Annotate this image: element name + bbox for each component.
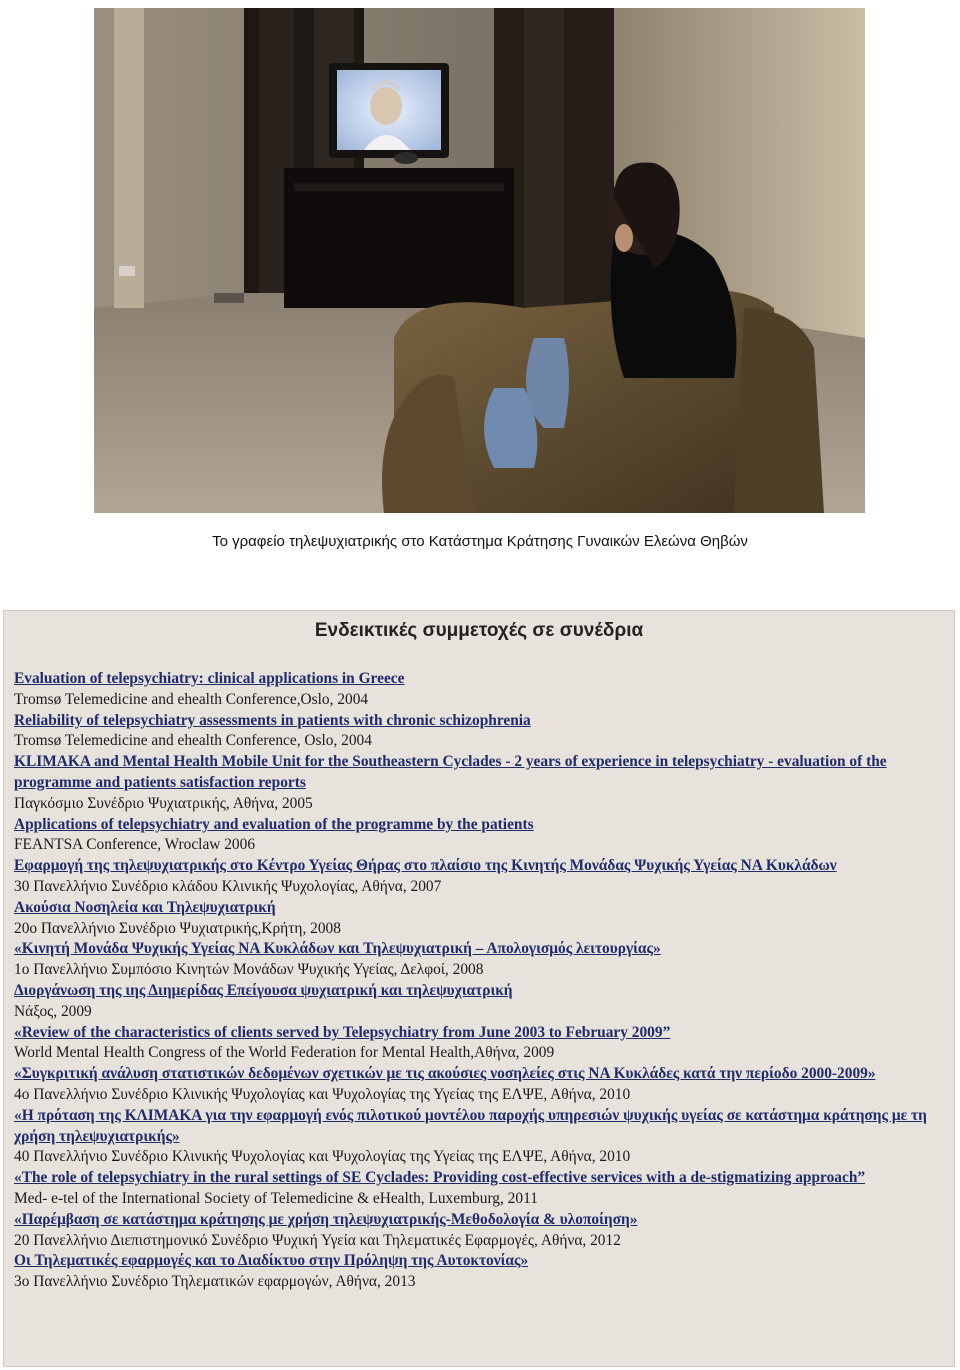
entry-venue: 30 Πανελλήνιο Συνέδριο κλάδου Κλινικής Ψυχολογίας, Αθήνα, 2007 bbox=[14, 877, 442, 895]
entry-venue: 40 Πανελλήνιο Συνέδριο Κλινικής Ψυχολογίας και Ψυχολογίας της Υγείας της ΕΛΨΕ, Αθήνα, 2010 bbox=[14, 1148, 631, 1166]
entry-title: «Review of the characteristics of clients served by Telepsychiatry from June 2003 to February 2009” bbox=[14, 1023, 671, 1041]
section-title: Ενδεικτικές συμμετοχές σε συνέδρια bbox=[314, 620, 644, 641]
list-item bbox=[14, 1210, 944, 1252]
entry-venue: Tromsø Telemedicine and ehealth Conference,Oslo, 2004 bbox=[14, 690, 369, 708]
entry-venue: Med- e-tel of the International Society of Telemedicine & eHealth, Luxemburg, 2011 bbox=[14, 1189, 538, 1207]
list-item bbox=[14, 939, 944, 981]
entry-title: «Κινητή Μονάδα Ψυχικής Υγείας ΝΑ Κυκλάδων και Τηλεψυχιατρική – Απολογισμός λειτουργίας» bbox=[14, 940, 661, 958]
photo-caption: Το γραφείο τηλεψυχιατρικής στο Κατάστημα Κράτησης Γυναικών Ελεώνα Θηβών bbox=[212, 533, 748, 550]
conference-participation-panel bbox=[3, 610, 955, 1367]
entry-title: «The role of telepsychiatry in the rural settings of SE Cyclades: Providing cost-effective services with a de-stigmatizing approach” bbox=[14, 1169, 866, 1187]
entry-title: «Η πρόταση της ΚΛΙΜΑΚΑ για την εφαρμογή ενός πιλοτικού μοντέλου παροχής υπηρεσιών ψυχικής υγείας σε κατάστημα κράτησης με τη χρήση τηλεψυχιατρικής» bbox=[14, 1106, 927, 1145]
list-item bbox=[14, 711, 944, 753]
entry-title: Reliability of telepsychiatry assessments in patients with chronic schizophrenia bbox=[14, 711, 531, 729]
entry-title: Εφαρμογή της τηλεψυχιατρικής στο Κέντρο Υγείας Θήρας στο πλαίσιο της Κινητής Μονάδας Ψυχικής Υγείας ΝΑ Κυκλάδων bbox=[14, 857, 837, 875]
entry-venue: Tromsø Telemedicine and ehealth Conference, Oslo, 2004 bbox=[14, 732, 372, 750]
entry-title: Applications of telepsychiatry and evaluation of the programme by the patients bbox=[14, 815, 534, 833]
photo-telepsychiatry-room bbox=[94, 8, 865, 513]
list-item bbox=[14, 752, 944, 814]
list-item bbox=[14, 1023, 944, 1065]
entry-venue: 1ο Πανελλήνιο Συμπόσιο Κινητών Μονάδων Ψυχικής Υγείας, Δελφοί, 2008 bbox=[14, 961, 484, 979]
entry-venue: 20 Πανελλήνιο Διεπιστημονικό Συνέδριο Ψυχική Υγεία και Τηλεματικές Εφαρμογές, Αθήνα, 2012 bbox=[14, 1231, 621, 1249]
list-item bbox=[14, 1106, 944, 1168]
entry-title: Οι Τηλεματικές εφαρμογές και το Διαδίκτυο στην Πρόληψη της Αυτοκτονίας» bbox=[14, 1252, 529, 1270]
entry-venue: 4ο Πανελλήνιο Συνέδριο Κλινικής Ψυχολογίας και Ψυχολογίας της Υγείας της ΕΛΨΕ, Αθήνα, 2010 bbox=[14, 1085, 631, 1103]
entry-venue: World Mental Health Congress of the World Federation for Mental Health,Αθήνα, 2009 bbox=[14, 1044, 555, 1062]
list-item bbox=[14, 856, 944, 898]
list-item bbox=[14, 1064, 944, 1106]
list-item bbox=[14, 815, 944, 857]
entry-title: «Συγκριτική ανάλυση στατιστικών δεδομένων σχετικών με τις ακούσιες νοσηλείες στις ΝΑ Κυκλάδες κατά την περίοδο 2000-2009» bbox=[14, 1065, 876, 1083]
entry-title: KLIMAKA and Mental Health Mobile Unit for the Southeastern Cyclades - 2 years of experience in telepsychiatry - evaluation of the programme and patients satisfaction reports bbox=[14, 753, 887, 791]
entry-title: «Παρέμβαση σε κατάστημα κράτησης με χρήση τηλεψυχιατρικής-Μεθοδολογία & υλοποίηση» bbox=[14, 1210, 638, 1228]
list-item bbox=[14, 669, 944, 711]
entry-title: Διοργάνωση της ιης Διημερίδας Επείγουσα ψυχιατρική και τηλεψυχιατρική bbox=[14, 981, 513, 999]
list-item bbox=[14, 1251, 944, 1293]
entry-venue: 3ο Πανελλήνιο Συνέδριο Τηλεματικών εφαρμογών, Αθήνα, 2013 bbox=[14, 1273, 416, 1291]
entry-venue: Παγκόσμιο Συνέδριο Ψυχιατρικής, Αθήνα, 2005 bbox=[14, 794, 313, 812]
entry-venue: 20ο Πανελλήνιο Συνέδριο Ψυχιατρικής,Κρήτη, 2008 bbox=[14, 919, 341, 937]
list-item bbox=[14, 981, 944, 1023]
list-item bbox=[14, 1168, 944, 1210]
conference-list bbox=[14, 669, 944, 1293]
entry-venue: Νάξος, 2009 bbox=[14, 1002, 92, 1020]
list-item bbox=[14, 898, 944, 940]
entry-title: Ακούσια Νοσηλεία και Τηλεψυχιατρική bbox=[14, 898, 276, 916]
entry-title: Evaluation of telepsychiatry: clinical applications in Greece bbox=[14, 670, 405, 687]
room-photo-icon bbox=[94, 8, 865, 513]
entry-venue: FEANTSA Conference, Wroclaw 2006 bbox=[14, 836, 256, 854]
